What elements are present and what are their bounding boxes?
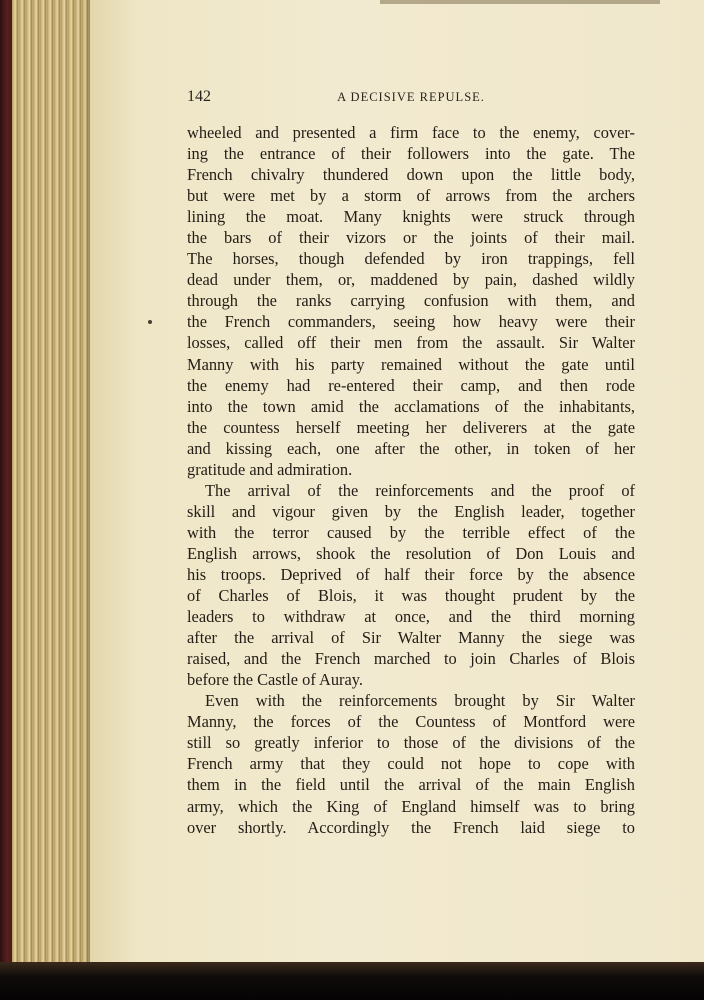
margin-mark <box>148 320 152 324</box>
text-line: Manny with his party remained without the gate until <box>187 354 635 374</box>
text-line: after the arrival of Sir Walter Manny the siege was <box>187 628 635 648</box>
text-line: but were met by a storm of arrows from the archers <box>187 186 635 206</box>
text-line: ing the entrance of their followers into the gate. The <box>187 144 635 164</box>
text-line: army, which the King of England himself was to bring <box>187 796 635 816</box>
text-line: the countess herself meeting her deliverers at the gate <box>187 417 635 437</box>
text-line: into the town amid the acclamations of the inhabitants, <box>187 396 635 416</box>
top-edge-band <box>380 0 660 4</box>
text-line: The arrival of the reinforcements and the proof of <box>205 480 635 500</box>
text-line: the French commanders, seeing how heavy were their <box>187 312 635 332</box>
text-line: the bars of their vizors or the joints of their mail. <box>187 228 635 248</box>
running-title: A DECISIVE REPULSE. <box>337 90 485 104</box>
text-line: leaders to withdraw at once, and the third morning <box>187 607 635 627</box>
text-line: The horses, though defended by iron trappings, fell <box>187 249 635 269</box>
body-text <box>187 122 635 838</box>
text-line: his troops. Deprived of half their force by the absence <box>187 564 635 584</box>
text-line: French chivalry thundered down upon the little body, <box>187 165 635 185</box>
text-line: lining the moat. Many knights were struck through <box>187 207 635 227</box>
page-number: 142 <box>187 88 211 105</box>
text-line: of Charles of Blois, it was thought prudent by the <box>187 586 635 606</box>
text-line: losses, called off their men from the assault. Sir Walter <box>187 333 635 353</box>
text-line: wheeled and presented a firm face to the enemy, cover- <box>187 123 635 142</box>
text-line: Even with the reinforcements brought by Sir Walter <box>205 691 635 711</box>
text-line: the enemy had re-entered their camp, and then rode <box>187 375 635 395</box>
text-line: with the terror caused by the terrible effect of the <box>187 522 635 542</box>
text-line: and kissing each, one after the other, in token of her <box>187 438 635 458</box>
text-line: dead under them, or, maddened by pain, dashed wildly <box>187 270 635 290</box>
page-edges <box>12 0 94 970</box>
text-line: them in the field until the arrival of the main English <box>187 775 635 795</box>
page-header <box>187 88 635 108</box>
text-line: over shortly. Accordingly the French laid siege to <box>187 817 635 837</box>
text-line: Manny, the forces of the Countess of Montford were <box>187 712 635 732</box>
text-line: gratitude and admiration. <box>187 459 353 479</box>
text-line: English arrows, shook the resolution of Don Louis and <box>187 543 635 563</box>
bottom-shadow <box>0 962 704 1000</box>
text-line: raised, and the French marched to join Charles of Blois <box>187 649 635 669</box>
text-line: still so greatly inferior to those of the divisions of the <box>187 733 635 753</box>
text-line: through the ranks carrying confusion with them, and <box>187 291 635 311</box>
text-line: skill and vigour given by the English leader, together <box>187 501 635 521</box>
text-line: before the Castle of Auray. <box>187 670 363 690</box>
text-line: French army that they could not hope to cope with <box>187 754 635 774</box>
